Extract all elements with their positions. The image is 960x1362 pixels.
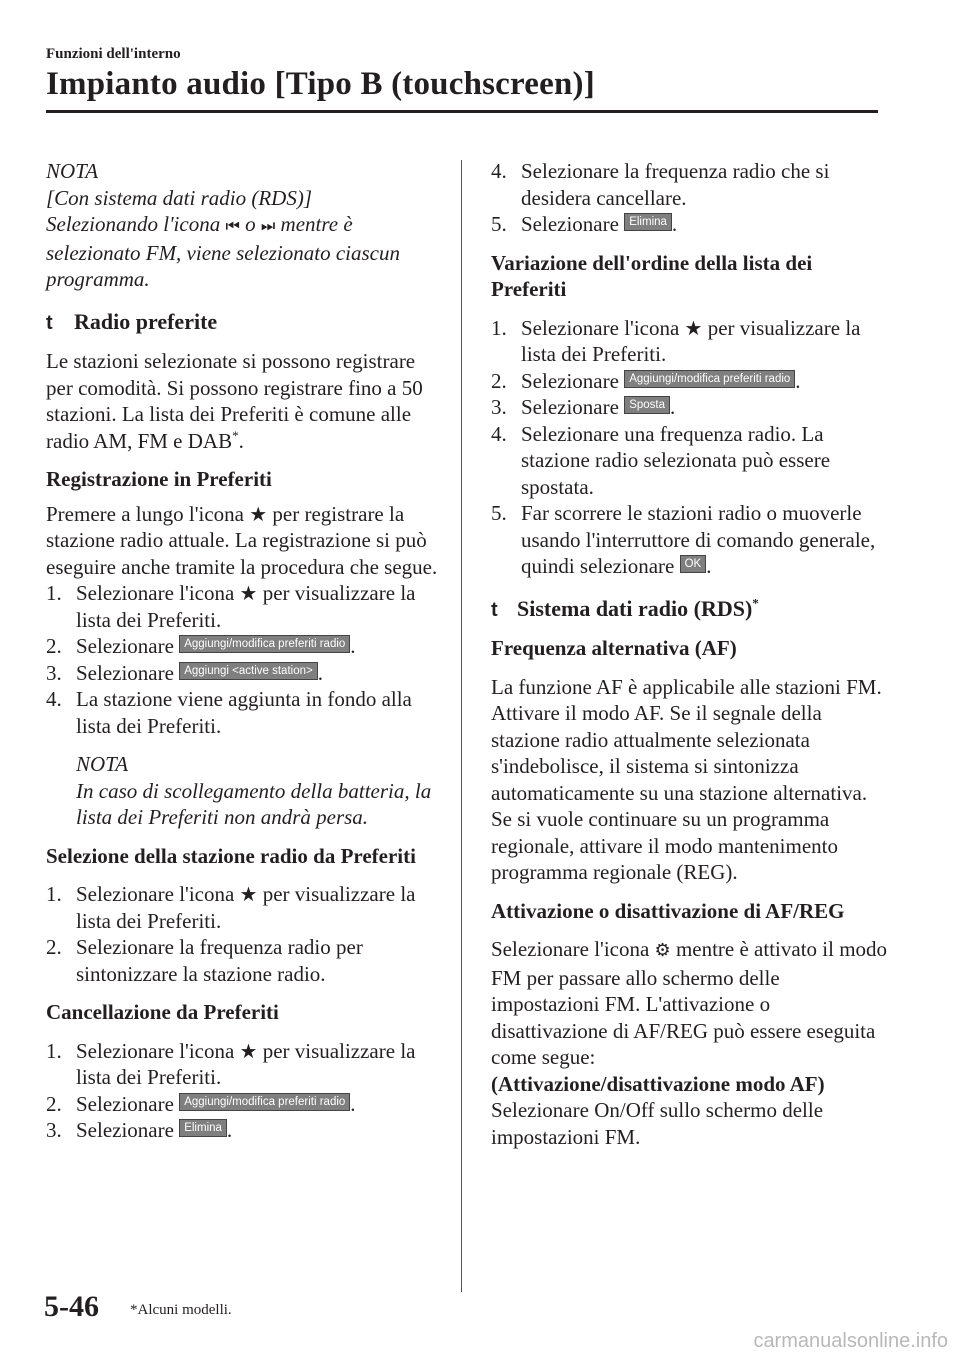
step-text: per visualizzare la lista dei Preferiti.: [76, 882, 416, 933]
att-text-3: Selezionare On/Off sullo schermo delle impostazioni FM.: [491, 1098, 824, 1149]
reg-text: [46, 501, 446, 581]
reg-steps-list: [46, 580, 446, 739]
gear-icon: ⚙: [654, 940, 671, 961]
period: .: [670, 395, 676, 419]
section-arrow-icon: t: [46, 311, 53, 334]
footnote-asterisk: *: [232, 427, 239, 443]
step-number: 2.: [46, 1091, 62, 1116]
subheading-selezione: Selezione della stazione radio da Preferiti: [46, 843, 416, 868]
list-item: [491, 394, 891, 421]
radio-pref-text: [46, 348, 446, 454]
column-divider: [461, 160, 462, 1292]
header-section-label: Funzioni dell'interno: [46, 46, 181, 62]
list-item: [46, 686, 446, 739]
list-item: [491, 500, 891, 580]
step-number: 4.: [46, 687, 62, 711]
step-text: Selezionare: [76, 660, 174, 685]
right-column: [491, 158, 891, 1150]
step-text: La stazione viene aggiunta in fondo alla lista dei Preferiti.: [76, 687, 412, 738]
step-text: Selezionare: [76, 1091, 174, 1116]
delete-button[interactable]: Elimina: [624, 213, 672, 231]
section-heading-radio-preferite: [46, 309, 446, 337]
canc-steps-continued: [491, 158, 891, 238]
step-number: 4.: [491, 421, 507, 446]
list-item: [46, 1038, 446, 1091]
step-text: Selezionare: [76, 634, 174, 658]
star-icon: ★: [239, 581, 258, 605]
period: .: [706, 554, 712, 578]
period: .: [671, 212, 678, 236]
canc-steps-list: [46, 1038, 446, 1144]
header-rule: [46, 110, 878, 113]
star-icon: ★: [684, 315, 703, 340]
sel-steps-list: [46, 881, 446, 987]
list-item: [46, 934, 446, 987]
step-number: 5.: [491, 501, 507, 525]
step-text: Selezionare l'icona: [521, 315, 680, 340]
list-item: [491, 315, 891, 368]
subheading-registrazione: Registrazione in Preferiti: [46, 467, 272, 491]
step-number: 2.: [46, 935, 62, 959]
list-item: [46, 660, 446, 687]
nota2-text: In caso di scollegamento della batteria, la lista dei Preferiti non andrà persa.: [76, 778, 432, 829]
subheading-cancellazione: Cancellazione da Preferiti: [46, 1000, 279, 1024]
step-number: 1.: [46, 581, 62, 605]
period: .: [350, 634, 356, 658]
subheading-af-toggle: (Attivazione/disattivazione modo AF): [491, 1071, 825, 1096]
step-number: 1.: [491, 315, 507, 340]
nota-text-or: o: [245, 212, 256, 236]
paragraph-text: Selezionare l'icona: [491, 937, 650, 961]
step-text: per visualizzare la lista dei Preferiti.: [521, 315, 861, 366]
section-heading-rds: [491, 596, 891, 624]
var-steps-list: [491, 315, 891, 580]
page-number: 5-46: [44, 1290, 99, 1323]
step-text: Selezionare l'icona: [76, 882, 235, 906]
nota2-block: [46, 751, 446, 831]
period: .: [350, 1091, 356, 1116]
paragraph-text: Le stazioni selezionate si possono registrare per comodità. Si possono registrare fino a 50 stazioni. La lista dei Preferiti è comune alle radio AM, FM e DAB: [46, 349, 423, 453]
paragraph-text: mentre è attivato il modo FM per passare allo schermo delle impostazioni FM. L'attivazione o disattivazione di AF/REG può essere eseguita come segue:: [491, 937, 888, 1069]
star-icon: ★: [249, 501, 268, 526]
list-item: [46, 580, 446, 633]
step-text: Selezionare l'icona: [76, 1038, 235, 1063]
af-text-1: La funzione AF è applicabile alle stazioni FM. Attivare il modo AF. Se il segnale della stazione radio attualmente selezionata s'indebolisce, il sistema si sintonizza automaticamente su una stazione alternativa.: [491, 674, 882, 805]
step-number: 2.: [46, 634, 62, 658]
step-number: 3.: [491, 395, 507, 419]
list-item: [491, 421, 891, 501]
page-title: Impianto audio [Tipo B (touchscreen)]: [46, 66, 595, 102]
list-item: [46, 1091, 446, 1118]
period: .: [238, 428, 244, 453]
skip-forward-icon: ⏭: [260, 216, 276, 235]
step-text: Selezionare la frequenza radio che si desidera cancellare.: [521, 159, 830, 210]
skip-back-icon: ⏮: [225, 216, 240, 235]
af-text-2: Se si vuole continuare su un programma regionale, attivare il modo mantenimento programma regionale (REG).: [491, 807, 838, 884]
nota-label: NOTA: [46, 159, 99, 183]
list-item: [491, 211, 891, 238]
star-icon: ★: [239, 1038, 258, 1063]
nota-text-part: Selezionando l'icona: [46, 212, 221, 236]
add-edit-favorites-button[interactable]: Aggiungi/modifica preferiti radio: [179, 1093, 350, 1111]
section-title: [517, 596, 759, 623]
list-item: [46, 633, 446, 660]
delete-button[interactable]: Elimina: [179, 1119, 227, 1137]
step-text: Selezionare: [521, 395, 619, 419]
step-text: per visualizzare la lista dei Preferiti.: [76, 581, 416, 632]
star-icon: ★: [239, 882, 258, 906]
step-text: Selezionare: [76, 1118, 174, 1142]
section-arrow-icon: t: [491, 598, 498, 621]
step-text: Far scorrere le stazioni radio o muoverle usando l'interruttore di comando generale, quindi selezionare: [521, 501, 876, 578]
step-text: Selezionare: [521, 212, 619, 236]
period: .: [795, 368, 801, 393]
list-item: [491, 368, 891, 395]
section-title-text: Sistema dati radio (RDS): [517, 595, 753, 621]
period: .: [226, 1118, 233, 1142]
step-text: per visualizzare la lista dei Preferiti.: [76, 1038, 416, 1089]
step-number: 5.: [491, 212, 507, 236]
nota-title: [Con sistema dati radio (RDS)]: [46, 185, 313, 210]
list-item: [491, 158, 891, 211]
period: .: [317, 660, 323, 685]
subheading-af: Frequenza alternativa (AF): [491, 636, 737, 660]
step-text: Selezionare: [521, 368, 619, 393]
footnote: *Alcuni modelli.: [130, 1302, 232, 1318]
paragraph-text: Premere a lungo l'icona: [46, 501, 244, 526]
nota2-label: NOTA: [76, 752, 129, 776]
step-number: 3.: [46, 1118, 62, 1142]
step-number: 1.: [46, 882, 62, 906]
nota-text-part: mentre è selezionato FM, viene selezionato ciascun programma.: [46, 212, 400, 291]
watermark: carmanualsonline.info: [753, 1330, 948, 1352]
subheading-attivazione: Attivazione o disattivazione di AF/REG: [491, 898, 845, 923]
step-number: 3.: [46, 660, 62, 685]
list-item: [46, 881, 446, 934]
section-title: Radio preferite: [74, 308, 218, 334]
nota-text: [46, 211, 446, 293]
add-edit-favorites-button[interactable]: Aggiungi/modifica preferiti radio: [179, 635, 350, 653]
add-edit-favorites-button[interactable]: Aggiungi/modifica preferiti radio: [624, 370, 795, 388]
left-column: [46, 158, 446, 1144]
list-item: [46, 1117, 446, 1144]
step-number: 2.: [491, 368, 507, 393]
footnote-asterisk: *: [752, 595, 759, 611]
paragraph-text: per registrare la stazione radio attuale. La registrazione si può eseguire anche tramite la procedura che segue.: [46, 501, 438, 579]
subheading-variazione: Variazione dell'ordine della lista dei Preferiti: [491, 250, 813, 301]
step-text: Selezionare la frequenza radio per sintonizzare la stazione radio.: [76, 935, 363, 986]
step-number: 4.: [491, 159, 507, 183]
add-station-button[interactable]: Aggiungi <active station>: [179, 662, 318, 680]
ok-button[interactable]: OK: [680, 555, 707, 573]
att-text: [491, 936, 891, 1071]
move-button[interactable]: Sposta: [624, 396, 670, 414]
step-text: Selezionare l'icona: [76, 581, 235, 605]
step-text: Selezionare una frequenza radio. La stazione radio selezionata può essere spostata.: [521, 421, 831, 499]
step-number: 1.: [46, 1038, 62, 1063]
